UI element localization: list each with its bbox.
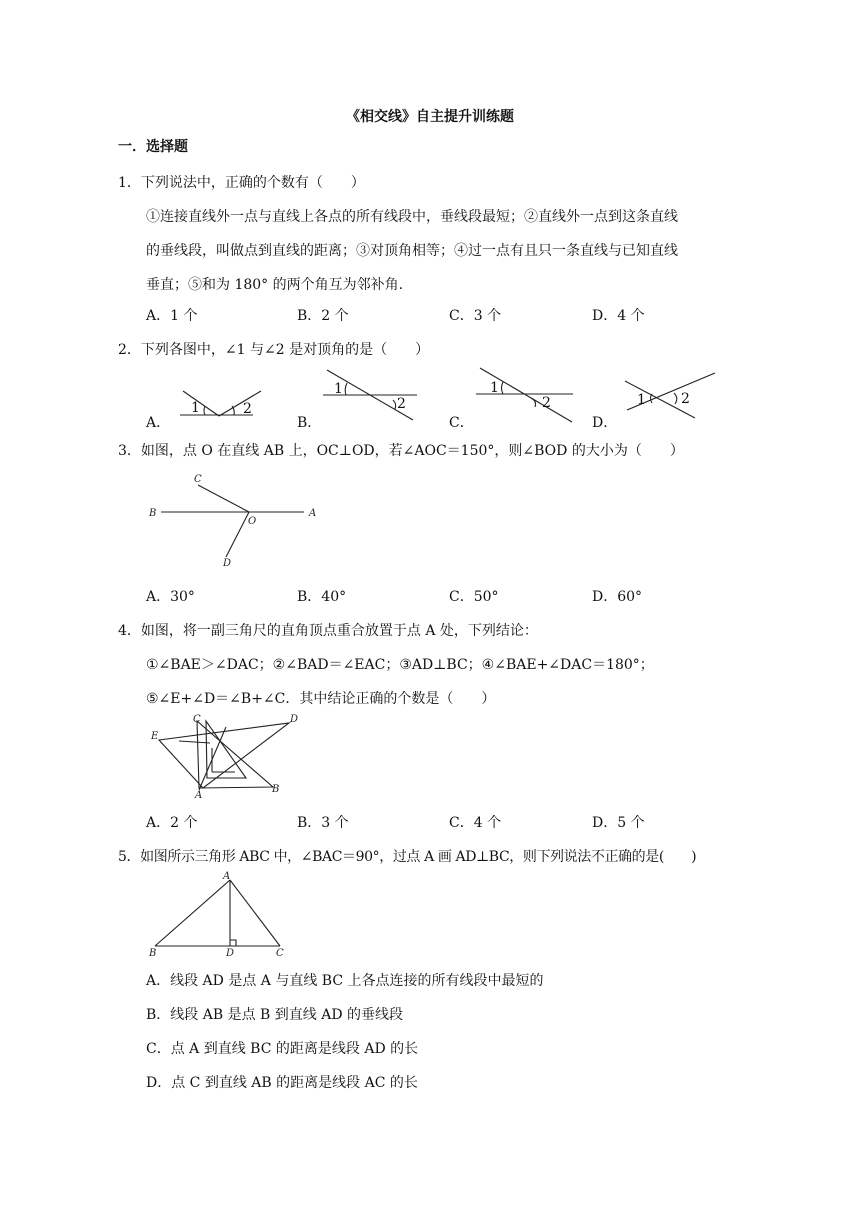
q3-label-d: D bbox=[223, 558, 232, 569]
q4-figure bbox=[159, 721, 289, 790]
q3-option-a[interactable]: A．30° bbox=[146, 589, 195, 605]
q4-stem: 4．如图，将一副三角尺的直角顶点重合放置于点 A 处，下列结论： bbox=[118, 623, 538, 639]
q4-option-b[interactable]: B．3 个 bbox=[297, 815, 349, 831]
q2-option-b[interactable]: B． bbox=[297, 415, 322, 431]
q2c-label-1: 1 bbox=[490, 380, 499, 396]
q5-label-b: B bbox=[149, 948, 157, 959]
q4-statements-line-2: ⑤∠E+∠D＝∠B+∠C．其中结论正确的个数是（ ） bbox=[146, 691, 496, 707]
q5-option-d[interactable]: D．点 C 到直线 AB 的距离是线段 AC 的长 bbox=[146, 1075, 418, 1091]
q4-label-e: E bbox=[151, 731, 159, 742]
q5-stem: 5．如图所示三角形 ABC 中，∠BAC＝90°，过点 A 画 AD⊥BC，则下列说法不正确的是( ) bbox=[118, 849, 697, 865]
q2-stem: 2．下列各图中，∠1 与∠2 是对顶角的是（ ） bbox=[118, 342, 430, 358]
q2a-label-1: 1 bbox=[191, 400, 200, 416]
q5-label-c: C bbox=[276, 948, 284, 959]
q2-option-c[interactable]: C． bbox=[449, 415, 474, 431]
q3-option-d[interactable]: D．60° bbox=[592, 589, 643, 605]
q4-option-d[interactable]: D．5 个 bbox=[592, 815, 645, 831]
q4-label-b: B bbox=[272, 784, 280, 795]
q2d-label-1: 1 bbox=[637, 392, 646, 408]
q5-option-c[interactable]: C．点 A 到直线 BC 的距离是线段 AD 的长 bbox=[146, 1041, 419, 1057]
q2b-label-1: 1 bbox=[334, 381, 343, 397]
q2-option-d[interactable]: D． bbox=[592, 415, 618, 431]
page-title: 《相交线》自主提升训练题 bbox=[346, 109, 514, 125]
section-heading: 一．选择题 bbox=[118, 139, 188, 155]
q3-label-a: A bbox=[309, 508, 317, 519]
q3-stem: 3．如图，点 O 在直线 AB 上，OC⊥OD，若∠AOC＝150°，则∠BOD 的大小为（ ） bbox=[118, 443, 684, 459]
q3-option-b[interactable]: B．40° bbox=[297, 589, 347, 605]
q1-body-line-1: ①连接直线外一点与直线上各点的所有线段中，垂线段最短；②直线外一点到这条直线 bbox=[146, 209, 678, 225]
q2a-label-2: 2 bbox=[243, 401, 252, 417]
q1-option-a[interactable]: A．1 个 bbox=[146, 308, 198, 324]
q3-option-c[interactable]: C．50° bbox=[449, 589, 499, 605]
q5-label-d: D bbox=[226, 948, 235, 959]
q5-figure bbox=[155, 880, 280, 946]
q2-option-a[interactable]: A． bbox=[146, 415, 171, 431]
q2d-label-2: 2 bbox=[681, 391, 690, 407]
q1-option-d[interactable]: D．4 个 bbox=[592, 308, 645, 324]
q5-label-a: A bbox=[223, 871, 231, 882]
q1-option-c[interactable]: C．3 个 bbox=[449, 308, 502, 324]
q4-option-a[interactable]: A．2 个 bbox=[146, 815, 198, 831]
q1-body-line-2: 的垂线段，叫做点到直线的距离；③对顶角相等；④过一点有且只一条直线与已知直线 bbox=[146, 243, 678, 259]
q5-option-b[interactable]: B．线段 AB 是点 B 到直线 AD 的垂线段 bbox=[146, 1007, 404, 1023]
q1-body-line-3: 垂直；⑤和为 180° 的两个角互为邻补角. bbox=[146, 277, 404, 293]
q3-label-b: B bbox=[149, 508, 157, 519]
q3-label-o: O bbox=[248, 516, 257, 527]
q4-statements-line-1: ①∠BAE＞∠DAC；②∠BAD＝∠EAC；③AD⊥BC；④∠BAE+∠DAC＝180°； bbox=[146, 657, 654, 673]
q3-figure bbox=[161, 485, 304, 557]
q2b-label-2: 2 bbox=[397, 396, 406, 412]
q4-label-a: A bbox=[195, 790, 203, 801]
q1-stem: 1．下列说法中，正确的个数有（ ） bbox=[118, 175, 365, 191]
q3-label-c: C bbox=[194, 474, 202, 485]
q4-label-d: D bbox=[290, 714, 299, 725]
q4-label-c: C bbox=[193, 714, 201, 725]
q1-option-b[interactable]: B．2 个 bbox=[297, 308, 349, 324]
q2c-label-2: 2 bbox=[542, 395, 551, 411]
q4-option-c[interactable]: C．4 个 bbox=[449, 815, 502, 831]
q5-option-a[interactable]: A．线段 AD 是点 A 与直线 BC 上各点连接的所有线段中最短的 bbox=[146, 973, 544, 989]
